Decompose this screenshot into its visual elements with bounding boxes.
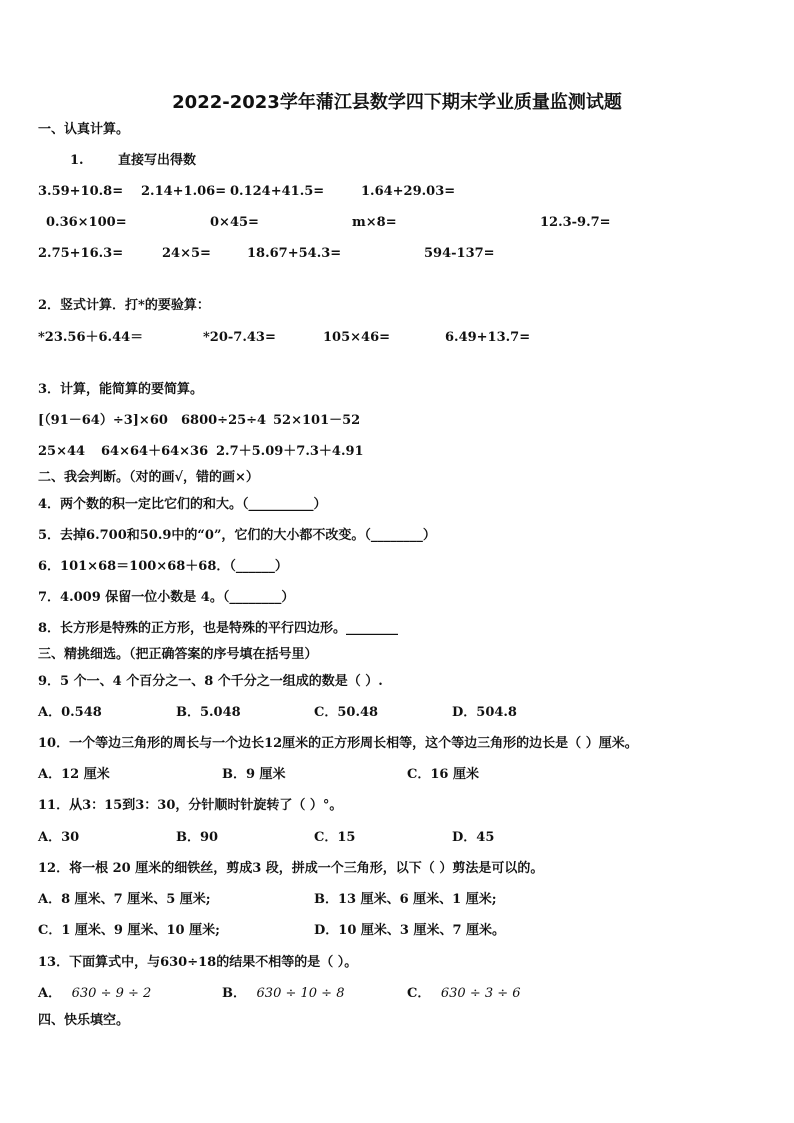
- q13-option-a-expr: 630 ÷ 9 ÷ 2: [71, 986, 152, 1001]
- q11-option-c: C．15: [314, 830, 356, 845]
- q1-r3-c3: 18.67+54.3=: [247, 246, 342, 261]
- q13-option-c: [407, 986, 521, 1002]
- q12-option-a: A．8 厘米、7 厘米、5 厘米;: [38, 892, 211, 907]
- q2-item-3: 105×46=: [323, 330, 391, 345]
- q1-r2-c3: m×8=: [352, 215, 397, 230]
- q10-option-a: A．12 厘米: [38, 767, 110, 782]
- q3-r2-c2: 64×64＋64×36: [101, 444, 209, 459]
- q12-option-c: C．1 厘米、9 厘米、10 厘米;: [38, 923, 220, 938]
- page-title: 2022-2023学年蒲江县数学四下期末学业质量监测试题: [172, 92, 622, 113]
- q2-item-2: *20-7.43=: [203, 330, 276, 345]
- q1-r1-c1: 3.59+10.8=: [38, 184, 124, 199]
- q11-option-b: B．90: [176, 830, 219, 845]
- q13-option-b-expr: 630 ÷ 10 ÷ 8: [256, 986, 345, 1001]
- q13-option-c-letter: C．: [407, 986, 431, 1001]
- q1-r3-c2: 24×5=: [162, 246, 211, 261]
- q13-option-a: [38, 986, 151, 1002]
- q1-r3-c4: 594-137=: [424, 246, 495, 261]
- q9-stem: 9．5 个一、4 个百分之一、8 个千分之一组成的数是（ ）.: [38, 674, 383, 689]
- section-2-heading: 二、我会判断。（对的画√，错的画×）: [38, 470, 259, 485]
- q13-option-b-letter: B．: [222, 986, 246, 1001]
- q3-r2-c1: 25×44: [38, 444, 86, 459]
- q1-r2-c4: 12.3-9.7=: [540, 215, 611, 230]
- section-1-heading: 一、认真计算。: [38, 122, 130, 137]
- q1-r2-c2: 0×45=: [210, 215, 259, 230]
- judge-q7: 7．4.009 保留一位小数是 4。（________）: [38, 590, 295, 605]
- q1-r1-c4: 1.64+29.03=: [361, 184, 456, 199]
- q1-label: 直接写出得数: [118, 153, 197, 168]
- q1-r2-c1: 0.36×100=: [46, 215, 127, 230]
- section-3-heading: 三、精挑细选。（把正确答案的序号填在括号里）: [38, 647, 318, 662]
- q9-option-b: B．5.048: [176, 705, 241, 720]
- q11-option-a: A．30: [38, 830, 80, 845]
- q9-option-d: D．504.8: [452, 705, 517, 720]
- q13-stem: 13．下面算式中，与630÷18的结果不相等的是（ ）。: [38, 955, 358, 970]
- q10-option-b: B．9 厘米: [222, 767, 286, 782]
- judge-q4: 4．两个数的积一定比它们的和大。（__________）: [38, 497, 327, 512]
- q12-option-d: D．10 厘米、3 厘米、7 厘米。: [314, 923, 506, 938]
- q12-option-b: B．13 厘米、6 厘米、1 厘米;: [314, 892, 497, 907]
- judge-q5: 5．去掉6.700和50.9中的“0”，它们的大小都不改变。（________）: [38, 528, 436, 543]
- q3-label: 3．计算，能简算的要简算。: [38, 382, 204, 397]
- q9-option-c: C．50.48: [314, 705, 379, 720]
- q3-r1-c3: 52×101－52: [273, 413, 361, 428]
- q11-stem: 11．从3：15到3：30，分针顺时针旋转了（ ）°。: [38, 798, 343, 813]
- q1-r3-c1: 2.75+16.3=: [38, 246, 124, 261]
- q2-item-1: *23.56＋6.44＝: [38, 330, 144, 345]
- q12-stem: 12．将一根 20 厘米的细铁丝，剪成3 段，拼成一个三角形，以下（ ）剪法是可以的。: [38, 861, 544, 876]
- q13-option-c-expr: 630 ÷ 3 ÷ 6: [440, 986, 521, 1001]
- q13-option-b: [222, 986, 344, 1002]
- q2-label: 2．竖式计算．打*的要验算：: [38, 298, 210, 313]
- q1-number: 1.: [70, 153, 84, 168]
- q10-option-c: C．16 厘米: [407, 767, 479, 782]
- q11-option-d: D．45: [452, 830, 495, 845]
- q3-r1-c2: 6800÷25÷4: [181, 413, 267, 428]
- judge-q6: 6．101×68＝100×68＋68．（______）: [38, 559, 288, 574]
- q3-r1-c1: [（91－64）÷3]×60: [38, 413, 168, 428]
- section-4-heading: 四、快乐填空。: [38, 1013, 130, 1028]
- q10-stem: 10．一个等边三角形的周长与一个边长12厘米的正方形周长相等，这个等边三角形的边长是（ ）厘米。: [38, 736, 638, 751]
- q2-item-4: 6.49+13.7=: [445, 330, 531, 345]
- q1-r1-c3: 0.124+41.5=: [230, 184, 325, 199]
- q13-option-a-letter: A．: [38, 986, 62, 1001]
- q9-option-a: A．0.548: [38, 705, 102, 720]
- q1-r1-c2: 2.14+1.06=: [141, 184, 227, 199]
- judge-q8: 8．长方形是特殊的正方形，也是特殊的平行四边形。________: [38, 621, 399, 636]
- q3-r2-c3: 2.7＋5.09＋7.3＋4.91: [216, 444, 364, 459]
